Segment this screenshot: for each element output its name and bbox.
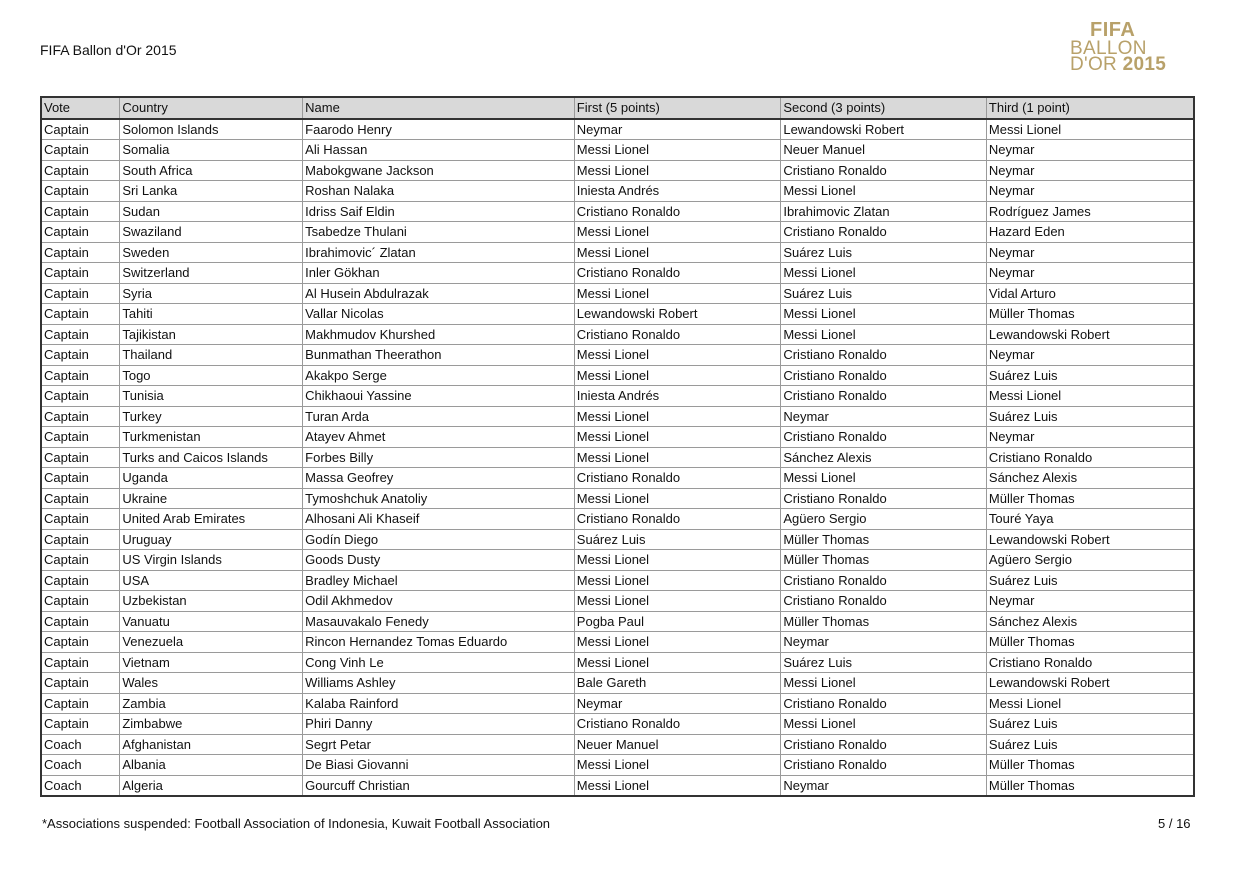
first-choice-cell: Iniesta Andrés [574, 386, 781, 407]
country-cell: Zimbabwe [120, 714, 303, 735]
vote-cell: Captain [41, 365, 120, 386]
second-choice-cell: Neuer Manuel [781, 140, 987, 161]
third-choice-cell: Touré Yaya [986, 509, 1194, 530]
third-choice-cell: Neymar [986, 242, 1194, 263]
name-cell: Turan Arda [303, 406, 575, 427]
vote-cell: Captain [41, 283, 120, 304]
third-choice-cell: Rodríguez James [986, 201, 1194, 222]
name-cell: Faarodo Henry [303, 119, 575, 140]
third-choice-cell: Vidal Arturo [986, 283, 1194, 304]
first-choice-cell: Messi Lionel [574, 427, 781, 448]
first-choice-cell: Messi Lionel [574, 160, 781, 181]
country-cell: Vanuatu [120, 611, 303, 632]
table-row [41, 304, 1194, 325]
first-choice-cell: Messi Lionel [574, 775, 781, 796]
second-choice-cell: Cristiano Ronaldo [781, 386, 987, 407]
table-row [41, 714, 1194, 735]
name-cell: Ibrahimovic´ Zlatan [303, 242, 575, 263]
third-choice-cell: Neymar [986, 160, 1194, 181]
third-choice-cell: Müller Thomas [986, 755, 1194, 776]
first-choice-cell: Bale Gareth [574, 673, 781, 694]
third-choice-cell: Neymar [986, 345, 1194, 366]
second-choice-cell: Suárez Luis [781, 283, 987, 304]
second-choice-cell: Ibrahimovic Zlatan [781, 201, 987, 222]
table-row [41, 755, 1194, 776]
first-choice-cell: Cristiano Ronaldo [574, 263, 781, 284]
third-choice-cell: Müller Thomas [986, 304, 1194, 325]
country-cell: South Africa [120, 160, 303, 181]
vote-cell: Captain [41, 447, 120, 468]
third-choice-cell: Sánchez Alexis [986, 468, 1194, 489]
country-cell: Somalia [120, 140, 303, 161]
third-choice-cell: Neymar [986, 427, 1194, 448]
country-cell: Ukraine [120, 488, 303, 509]
third-choice-cell: Messi Lionel [986, 119, 1194, 140]
first-choice-cell: Messi Lionel [574, 488, 781, 509]
name-cell: Rincon Hernandez Tomas Eduardo [303, 632, 575, 653]
name-cell: Ali Hassan [303, 140, 575, 161]
third-choice-cell: Cristiano Ronaldo [986, 652, 1194, 673]
vote-cell: Captain [41, 611, 120, 632]
vote-cell: Captain [41, 119, 120, 140]
second-choice-cell: Cristiano Ronaldo [781, 570, 987, 591]
second-choice-cell: Müller Thomas [781, 550, 987, 571]
second-choice-cell: Neymar [781, 406, 987, 427]
table-row [41, 427, 1194, 448]
table-row [41, 591, 1194, 612]
votes-table [40, 96, 1195, 797]
vote-cell: Captain [41, 427, 120, 448]
name-cell: Williams Ashley [303, 673, 575, 694]
second-choice-cell: Cristiano Ronaldo [781, 365, 987, 386]
table-row [41, 632, 1194, 653]
third-choice-cell: Neymar [986, 181, 1194, 202]
table-row [41, 345, 1194, 366]
first-choice-cell: Messi Lionel [574, 222, 781, 243]
table-row [41, 488, 1194, 509]
name-cell: Atayev Ahmet [303, 427, 575, 448]
first-choice-cell: Messi Lionel [574, 365, 781, 386]
table-row [41, 181, 1194, 202]
second-choice-cell: Sánchez Alexis [781, 447, 987, 468]
table-row [41, 570, 1194, 591]
column-header-name: Name [303, 97, 575, 119]
country-cell: Togo [120, 365, 303, 386]
logo-fifa-text: FIFA [1090, 19, 1136, 41]
table-row [41, 324, 1194, 345]
second-choice-cell: Neymar [781, 775, 987, 796]
name-cell: Idriss Saif Eldin [303, 201, 575, 222]
third-choice-cell: Messi Lionel [986, 693, 1194, 714]
first-choice-cell: Iniesta Andrés [574, 181, 781, 202]
third-choice-cell: Müller Thomas [986, 632, 1194, 653]
vote-cell: Captain [41, 406, 120, 427]
table-body [41, 119, 1194, 797]
country-cell: Wales [120, 673, 303, 694]
column-header-vote: Vote [41, 97, 120, 119]
name-cell: Chikhaoui Yassine [303, 386, 575, 407]
first-choice-cell: Messi Lionel [574, 140, 781, 161]
third-choice-cell: Neymar [986, 591, 1194, 612]
second-choice-cell: Cristiano Ronaldo [781, 345, 987, 366]
country-cell: Uruguay [120, 529, 303, 550]
second-choice-cell: Müller Thomas [781, 611, 987, 632]
country-cell: Sweden [120, 242, 303, 263]
name-cell: Kalaba Rainford [303, 693, 575, 714]
second-choice-cell: Cristiano Ronaldo [781, 488, 987, 509]
name-cell: Odil Akhmedov [303, 591, 575, 612]
country-cell: Zambia [120, 693, 303, 714]
second-choice-cell: Messi Lionel [781, 304, 987, 325]
logo-dor-text: D'OR [1070, 54, 1118, 75]
second-choice-cell: Messi Lionel [781, 673, 987, 694]
name-cell: Goods Dusty [303, 550, 575, 571]
first-choice-cell: Neymar [574, 693, 781, 714]
table-row [41, 140, 1194, 161]
third-choice-cell: Lewandowski Robert [986, 529, 1194, 550]
name-cell: Massa Geofrey [303, 468, 575, 489]
vote-cell: Coach [41, 755, 120, 776]
first-choice-cell: Suárez Luis [574, 529, 781, 550]
column-header-country: Country [120, 97, 303, 119]
second-choice-cell: Agüero Sergio [781, 509, 987, 530]
vote-cell: Captain [41, 529, 120, 550]
table-row [41, 263, 1194, 284]
second-choice-cell: Messi Lionel [781, 181, 987, 202]
table-row [41, 673, 1194, 694]
country-cell: Solomon Islands [120, 119, 303, 140]
vote-cell: Captain [41, 509, 120, 530]
first-choice-cell: Messi Lionel [574, 755, 781, 776]
first-choice-cell: Messi Lionel [574, 632, 781, 653]
country-cell: Tahiti [120, 304, 303, 325]
name-cell: Tymoshchuk Anatoliy [303, 488, 575, 509]
name-cell: Tsabedze Thulani [303, 222, 575, 243]
name-cell: Alhosani Ali Khaseif [303, 509, 575, 530]
country-cell: Turks and Caicos Islands [120, 447, 303, 468]
name-cell: De Biasi Giovanni [303, 755, 575, 776]
country-cell: Albania [120, 755, 303, 776]
table-row [41, 201, 1194, 222]
table-row [41, 160, 1194, 181]
table-row [41, 386, 1194, 407]
third-choice-cell: Hazard Eden [986, 222, 1194, 243]
vote-cell: Captain [41, 632, 120, 653]
vote-cell: Captain [41, 222, 120, 243]
first-choice-cell: Cristiano Ronaldo [574, 324, 781, 345]
vote-cell: Captain [41, 160, 120, 181]
second-choice-cell: Cristiano Ronaldo [781, 222, 987, 243]
table-row [41, 447, 1194, 468]
country-cell: Uzbekistan [120, 591, 303, 612]
vote-cell: Captain [41, 140, 120, 161]
name-cell: Al Husein Abdulrazak [303, 283, 575, 304]
second-choice-cell: Suárez Luis [781, 242, 987, 263]
vote-cell: Captain [41, 181, 120, 202]
document-title: FIFA Ballon d'Or 2015 [40, 42, 177, 58]
table-row [41, 242, 1194, 263]
name-cell: Cong Vinh Le [303, 652, 575, 673]
column-header-first: First (5 points) [574, 97, 781, 119]
name-cell: Forbes Billy [303, 447, 575, 468]
table-row [41, 365, 1194, 386]
name-cell: Gourcuff Christian [303, 775, 575, 796]
country-cell: Vietnam [120, 652, 303, 673]
country-cell: USA [120, 570, 303, 591]
column-header-second: Second (3 points) [781, 97, 987, 119]
table-row [41, 775, 1194, 796]
third-choice-cell: Müller Thomas [986, 488, 1194, 509]
table-row [41, 468, 1194, 489]
third-choice-cell: Sánchez Alexis [986, 611, 1194, 632]
country-cell: Venezuela [120, 632, 303, 653]
vote-cell: Captain [41, 263, 120, 284]
vote-cell: Captain [41, 201, 120, 222]
first-choice-cell: Cristiano Ronaldo [574, 201, 781, 222]
table-row [41, 529, 1194, 550]
third-choice-cell: Agüero Sergio [986, 550, 1194, 571]
first-choice-cell: Messi Lionel [574, 652, 781, 673]
country-cell: Turkmenistan [120, 427, 303, 448]
first-choice-cell: Messi Lionel [574, 447, 781, 468]
second-choice-cell: Cristiano Ronaldo [781, 591, 987, 612]
country-cell: Swaziland [120, 222, 303, 243]
table-row [41, 693, 1194, 714]
country-cell: Switzerland [120, 263, 303, 284]
vote-cell: Captain [41, 673, 120, 694]
first-choice-cell: Pogba Paul [574, 611, 781, 632]
vote-cell: Captain [41, 468, 120, 489]
name-cell: Godín Diego [303, 529, 575, 550]
page-number: 5 / 16 [1158, 816, 1191, 831]
second-choice-cell: Messi Lionel [781, 468, 987, 489]
footnote: *Associations suspended: Football Association of Indonesia, Kuwait Football Association [42, 816, 551, 831]
country-cell: Sri Lanka [120, 181, 303, 202]
first-choice-cell: Lewandowski Robert [574, 304, 781, 325]
name-cell: Makhmudov Khurshed [303, 324, 575, 345]
second-choice-cell: Cristiano Ronaldo [781, 427, 987, 448]
vote-cell: Captain [41, 550, 120, 571]
first-choice-cell: Cristiano Ronaldo [574, 509, 781, 530]
country-cell: United Arab Emirates [120, 509, 303, 530]
second-choice-cell: Cristiano Ronaldo [781, 693, 987, 714]
first-choice-cell: Cristiano Ronaldo [574, 468, 781, 489]
first-choice-cell: Cristiano Ronaldo [574, 714, 781, 735]
name-cell: Phiri Danny [303, 714, 575, 735]
country-cell: Tunisia [120, 386, 303, 407]
second-choice-cell: Suárez Luis [781, 652, 987, 673]
third-choice-cell: Messi Lionel [986, 386, 1194, 407]
first-choice-cell: Messi Lionel [574, 570, 781, 591]
first-choice-cell: Neymar [574, 119, 781, 140]
second-choice-cell: Cristiano Ronaldo [781, 160, 987, 181]
third-choice-cell: Suárez Luis [986, 365, 1194, 386]
vote-cell: Captain [41, 324, 120, 345]
third-choice-cell: Lewandowski Robert [986, 324, 1194, 345]
vote-cell: Coach [41, 734, 120, 755]
table-header-row [41, 97, 1194, 119]
table-row [41, 119, 1194, 140]
table-row [41, 652, 1194, 673]
country-cell: Afghanistan [120, 734, 303, 755]
third-choice-cell: Suárez Luis [986, 714, 1194, 735]
table-row [41, 283, 1194, 304]
column-header-third: Third (1 point) [986, 97, 1194, 119]
country-cell: Uganda [120, 468, 303, 489]
third-choice-cell: Neymar [986, 140, 1194, 161]
second-choice-cell: Cristiano Ronaldo [781, 755, 987, 776]
name-cell: Segrt Petar [303, 734, 575, 755]
first-choice-cell: Messi Lionel [574, 242, 781, 263]
second-choice-cell: Lewandowski Robert [781, 119, 987, 140]
third-choice-cell: Neymar [986, 263, 1194, 284]
country-cell: Algeria [120, 775, 303, 796]
logo-ballon-text: BALLON [1070, 38, 1147, 59]
country-cell: Turkey [120, 406, 303, 427]
third-choice-cell: Suárez Luis [986, 406, 1194, 427]
name-cell: Vallar Nicolas [303, 304, 575, 325]
third-choice-cell: Lewandowski Robert [986, 673, 1194, 694]
vote-cell: Captain [41, 714, 120, 735]
vote-cell: Captain [41, 345, 120, 366]
second-choice-cell: Neymar [781, 632, 987, 653]
name-cell: Roshan Nalaka [303, 181, 575, 202]
country-cell: US Virgin Islands [120, 550, 303, 571]
first-choice-cell: Messi Lionel [574, 283, 781, 304]
second-choice-cell: Cristiano Ronaldo [781, 734, 987, 755]
logo-dor-line [1070, 55, 1166, 74]
table-row [41, 509, 1194, 530]
second-choice-cell: Messi Lionel [781, 714, 987, 735]
table-row [41, 406, 1194, 427]
name-cell: Masauvakalo Fenedy [303, 611, 575, 632]
second-choice-cell: Messi Lionel [781, 263, 987, 284]
country-cell: Tajikistan [120, 324, 303, 345]
third-choice-cell: Suárez Luis [986, 734, 1194, 755]
third-choice-cell: Cristiano Ronaldo [986, 447, 1194, 468]
first-choice-cell: Messi Lionel [574, 591, 781, 612]
first-choice-cell: Messi Lionel [574, 345, 781, 366]
vote-cell: Coach [41, 775, 120, 796]
name-cell: Inler Gökhan [303, 263, 575, 284]
ballon-dor-logo [1068, 20, 1196, 76]
logo-year-text: 2015 [1122, 54, 1167, 75]
name-cell: Mabokgwane Jackson [303, 160, 575, 181]
vote-cell: Captain [41, 386, 120, 407]
country-cell: Syria [120, 283, 303, 304]
country-cell: Sudan [120, 201, 303, 222]
vote-cell: Captain [41, 570, 120, 591]
third-choice-cell: Müller Thomas [986, 775, 1194, 796]
vote-cell: Captain [41, 693, 120, 714]
second-choice-cell: Messi Lionel [781, 324, 987, 345]
vote-cell: Captain [41, 652, 120, 673]
vote-cell: Captain [41, 488, 120, 509]
table-row [41, 611, 1194, 632]
table-row [41, 222, 1194, 243]
table-row [41, 734, 1194, 755]
name-cell: Bradley Michael [303, 570, 575, 591]
vote-cell: Captain [41, 304, 120, 325]
first-choice-cell: Messi Lionel [574, 406, 781, 427]
name-cell: Bunmathan Theerathon [303, 345, 575, 366]
first-choice-cell: Messi Lionel [574, 550, 781, 571]
name-cell: Akakpo Serge [303, 365, 575, 386]
first-choice-cell: Neuer Manuel [574, 734, 781, 755]
vote-cell: Captain [41, 242, 120, 263]
third-choice-cell: Suárez Luis [986, 570, 1194, 591]
table-row [41, 550, 1194, 571]
second-choice-cell: Müller Thomas [781, 529, 987, 550]
country-cell: Thailand [120, 345, 303, 366]
vote-cell: Captain [41, 591, 120, 612]
